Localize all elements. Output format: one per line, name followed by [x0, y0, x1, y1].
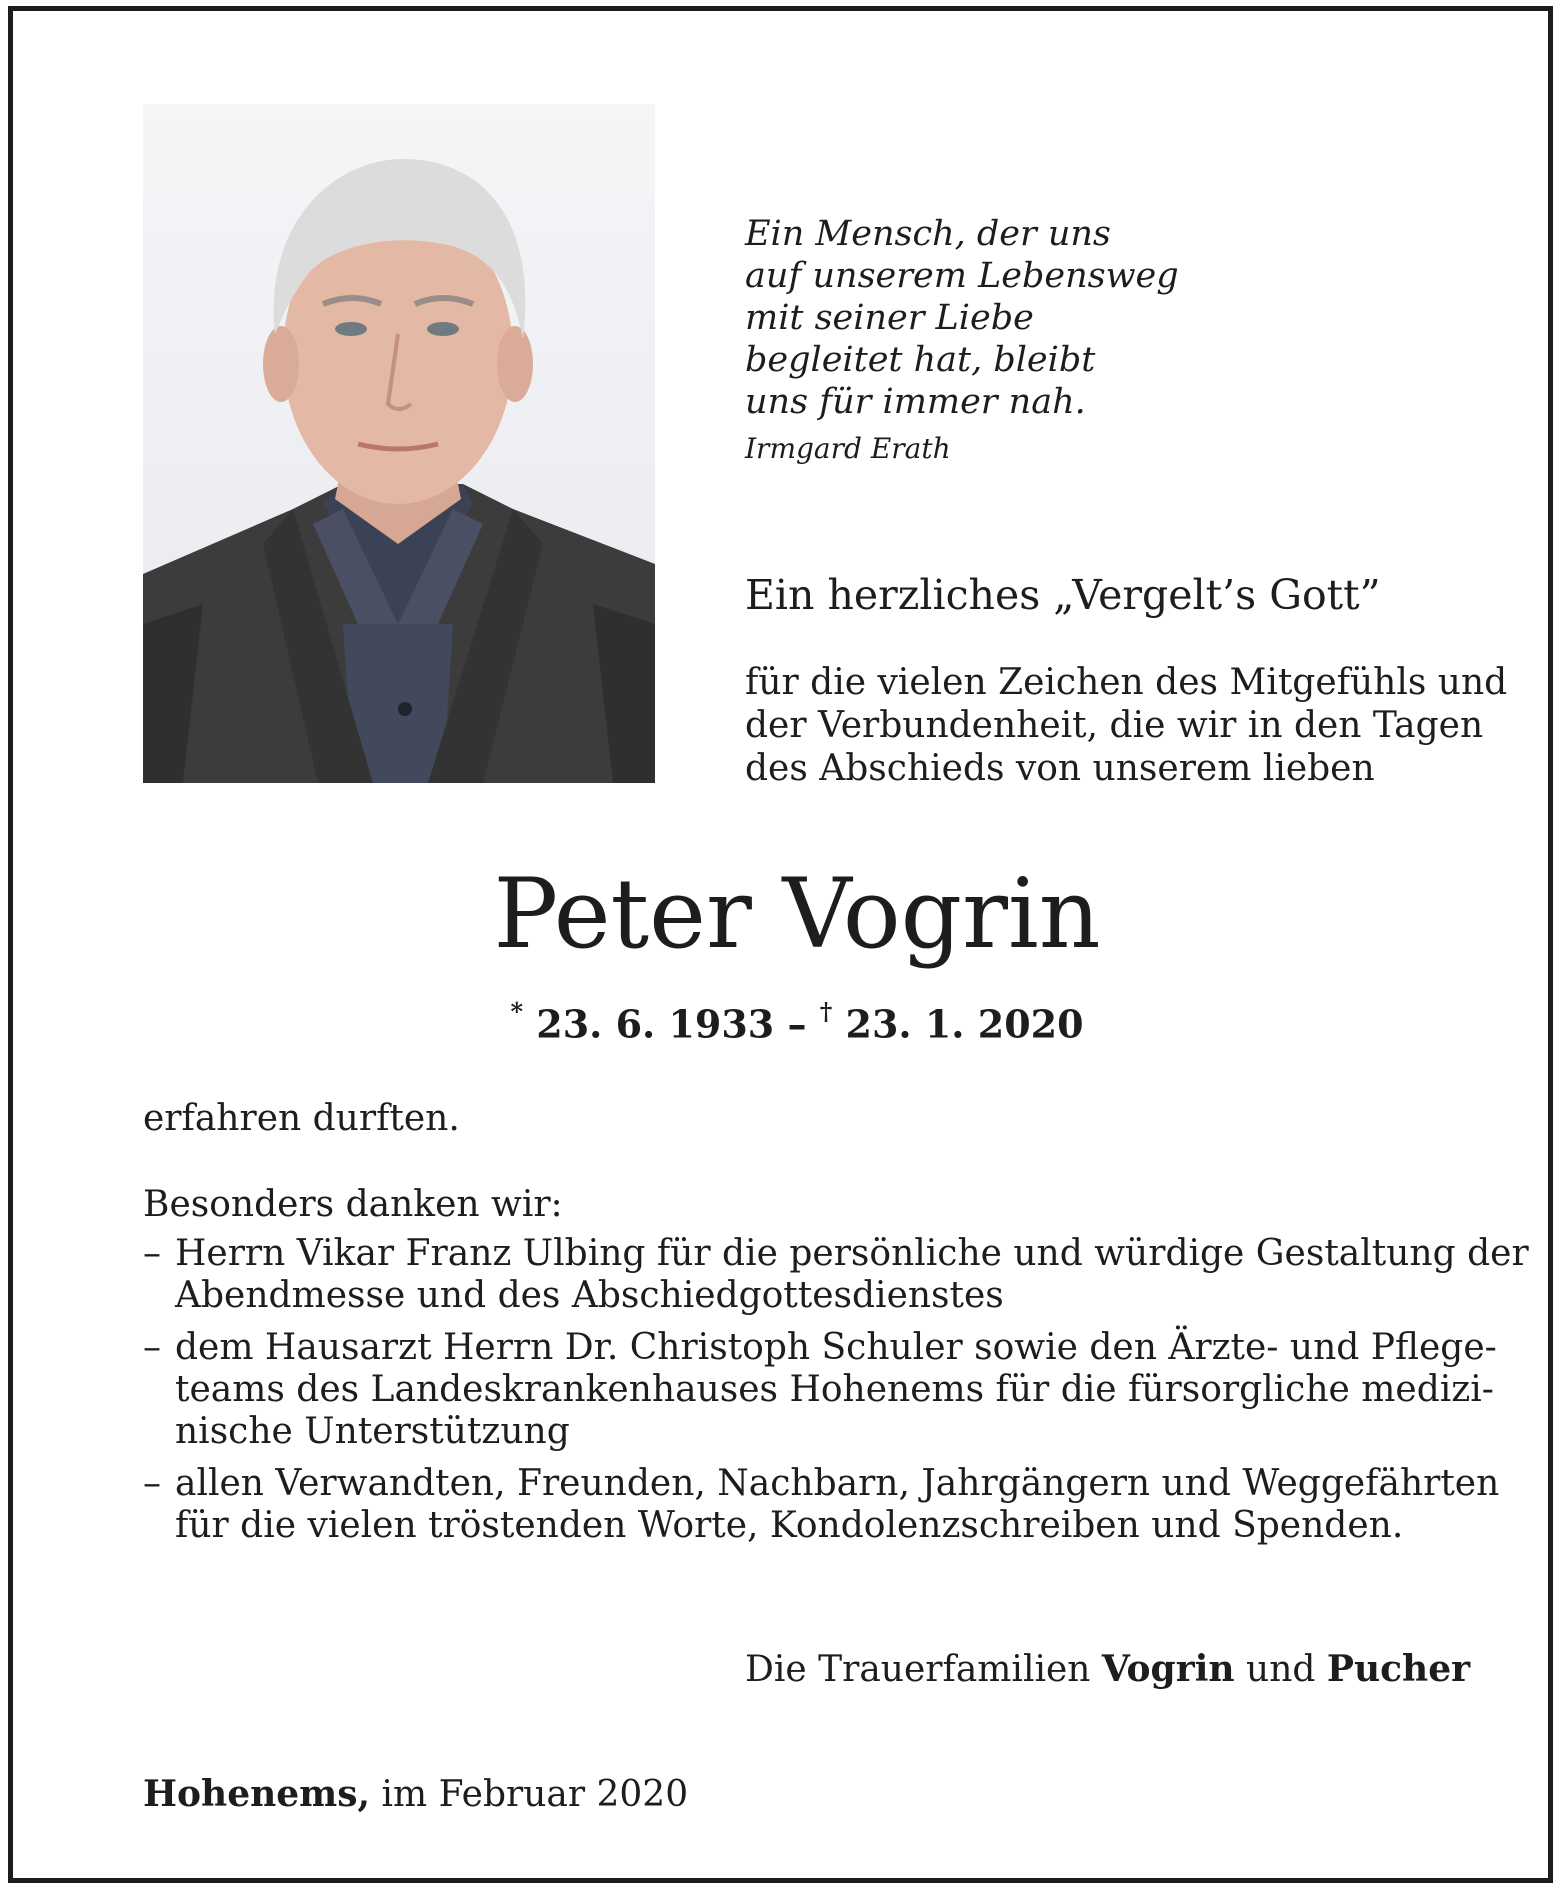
thanks-heading: Ein herzliches „Vergelt’s Gott”	[745, 571, 1381, 619]
life-dates	[13, 997, 1568, 1047]
place-city: Hohenems,	[143, 1773, 371, 1815]
thanks-intro: Besonders danken wir:	[143, 1184, 563, 1225]
quote-line: auf unserem Lebensweg	[745, 256, 1179, 296]
intro-line: des Abschieds von unserem lieben	[745, 748, 1375, 789]
list-dash: –	[143, 1327, 161, 1368]
portrait-photo	[143, 104, 655, 783]
family-signature	[745, 1648, 1470, 1690]
obituary-card	[8, 6, 1553, 1883]
intro-line: für die vielen Zeichen des Mitgefühls und	[745, 662, 1508, 703]
death-symbol: †	[819, 997, 833, 1026]
family-name-pucher: Pucher	[1326, 1648, 1471, 1690]
list-dash: –	[143, 1463, 161, 1504]
list-item-line: allen Verwandten, Freunden, Nachbarn, Jahrgängern und Weggefährten	[175, 1463, 1500, 1504]
signature-conjunction: und	[1246, 1649, 1316, 1690]
list-item-line: für die vielen tröstenden Worte, Kondolenzschreiben und Spenden.	[175, 1505, 1404, 1546]
list-item-line: dem Hausarzt Herrn Dr. Christoph Schuler sowie den Ärzte- und Pflege-	[175, 1327, 1497, 1368]
place-date: im Februar 2020	[381, 1774, 689, 1815]
list-item	[143, 1463, 1500, 1547]
memorial-quote	[745, 213, 1179, 423]
quote-line: mit seiner Liebe	[745, 298, 1034, 338]
intro-text	[745, 661, 1507, 790]
list-item	[143, 1233, 1529, 1317]
place-and-date	[143, 1773, 688, 1815]
closing-line: erfahren durften.	[143, 1098, 460, 1139]
list-dash: –	[143, 1233, 161, 1274]
list-item-line: nische Unterstützung	[175, 1411, 570, 1452]
list-item-line: Herrn Vikar Franz Ulbing für die persönliche und würdige Gestaltung der	[175, 1233, 1529, 1274]
portrait-illustration	[143, 104, 655, 783]
death-date: 23. 1. 2020	[845, 1001, 1084, 1047]
family-name-vogrin: Vogrin	[1101, 1648, 1235, 1690]
date-separator: –	[787, 1001, 807, 1047]
thanks-list	[143, 1233, 1529, 1557]
quote-line: begleitet hat, bleibt	[745, 340, 1096, 380]
intro-line: der Verbundenheit, die wir in den Tagen	[745, 705, 1484, 746]
list-item-line: teams des Landeskrankenhauses Hohenems für die fürsorgliche medizi-	[175, 1369, 1494, 1410]
deceased-name: Peter Vogrin	[493, 858, 1101, 970]
quote-line: uns für immer nah.	[745, 382, 1086, 422]
list-item	[143, 1327, 1497, 1453]
list-item-line: Abendmesse und des Abschiedgottesdienstes	[175, 1275, 1004, 1316]
quote-line: Ein Mensch, der uns	[745, 214, 1111, 254]
quote-author: Irmgard Erath	[745, 432, 951, 465]
birth-symbol: *	[510, 997, 524, 1026]
signature-prefix: Die Trauerfamilien	[745, 1649, 1091, 1690]
birth-date: 23. 6. 1933	[536, 1001, 775, 1047]
